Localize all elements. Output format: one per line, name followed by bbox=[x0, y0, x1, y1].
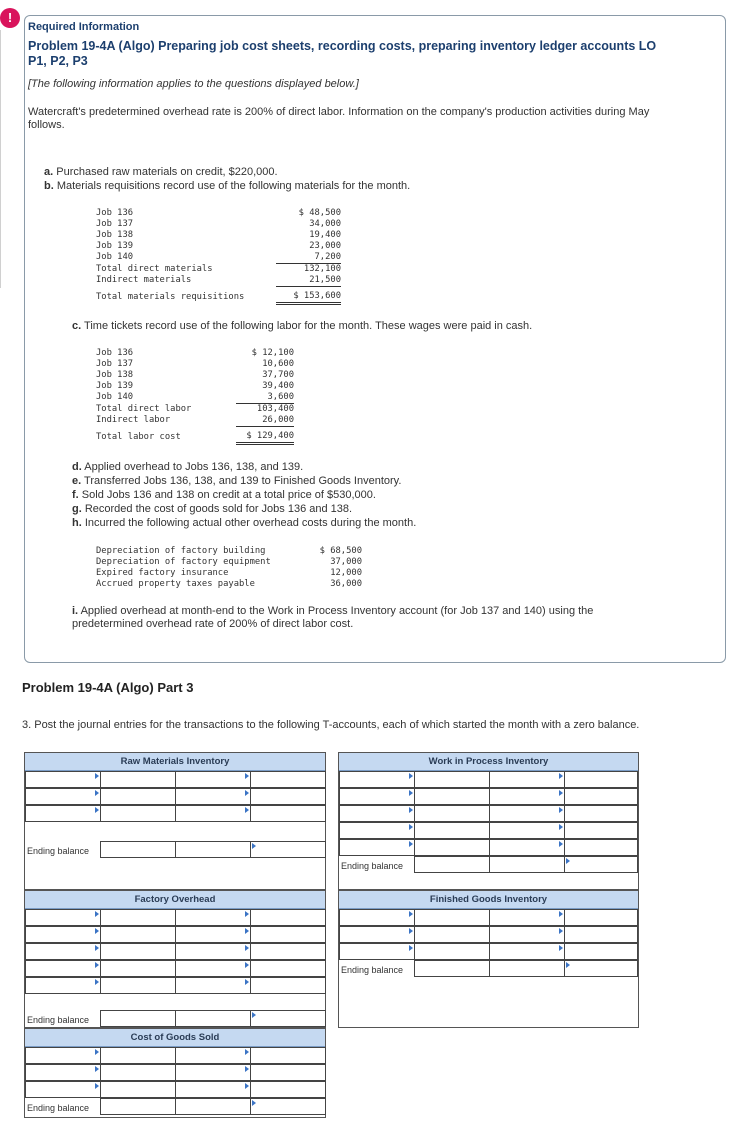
ending-balance-text: Ending balance bbox=[341, 861, 404, 871]
factory-overhead-t-account bbox=[24, 890, 326, 1028]
dropdown-arrow-icon bbox=[559, 807, 563, 813]
dropdown-arrow-icon bbox=[245, 1066, 249, 1072]
tacct-input[interactable] bbox=[25, 788, 101, 805]
ending-balance-input[interactable] bbox=[414, 960, 490, 977]
dropdown-arrow-icon bbox=[95, 1066, 99, 1072]
tacct-input[interactable] bbox=[25, 909, 101, 926]
dropdown-arrow-icon bbox=[245, 928, 249, 934]
tacct-input[interactable] bbox=[250, 788, 326, 805]
table-row: Job 136 $ 48,500 bbox=[96, 208, 341, 218]
tacct-input[interactable] bbox=[339, 771, 415, 788]
table-row bbox=[25, 960, 325, 977]
tacct-input[interactable] bbox=[100, 943, 176, 960]
dropdown-arrow-icon bbox=[409, 790, 413, 796]
tacct-input[interactable] bbox=[489, 943, 565, 960]
table-row bbox=[339, 926, 637, 943]
tacct-input[interactable] bbox=[489, 822, 565, 839]
tacct-input[interactable] bbox=[414, 805, 490, 822]
dropdown-arrow-icon bbox=[252, 1100, 256, 1106]
tacct-input[interactable] bbox=[339, 943, 415, 960]
item-a: a. Purchased raw materials on credit, $220,000. bbox=[44, 166, 278, 178]
tacct-input[interactable] bbox=[25, 771, 101, 788]
table-row: Job 139 39,400 bbox=[96, 381, 294, 391]
ending-balance-input[interactable] bbox=[489, 960, 565, 977]
tacct-input[interactable] bbox=[100, 771, 176, 788]
dropdown-arrow-icon bbox=[95, 945, 99, 951]
tacct-input[interactable] bbox=[489, 771, 565, 788]
table-row bbox=[25, 1064, 325, 1081]
tacct-input[interactable] bbox=[564, 839, 638, 856]
tacct-input[interactable] bbox=[25, 960, 101, 977]
tacct-input[interactable] bbox=[414, 822, 490, 839]
work-in-process-t-account-title: Work in Process Inventory bbox=[339, 753, 638, 771]
finished-goods-t-account bbox=[338, 890, 639, 1028]
table-row bbox=[25, 943, 325, 960]
ending-balance-input[interactable] bbox=[100, 1010, 176, 1027]
tacct-input[interactable] bbox=[564, 788, 638, 805]
tacct-input[interactable] bbox=[250, 771, 326, 788]
dropdown-arrow-icon bbox=[95, 928, 99, 934]
raw-materials-t-account-title: Raw Materials Inventory bbox=[25, 753, 325, 771]
table-row: Job 138 19,400 bbox=[96, 230, 341, 240]
tacct-input[interactable] bbox=[414, 771, 490, 788]
dropdown-arrow-icon bbox=[409, 841, 413, 847]
dropdown-arrow-icon bbox=[95, 1049, 99, 1055]
ending-balance-input[interactable] bbox=[250, 1098, 326, 1115]
tacct-input[interactable] bbox=[414, 909, 490, 926]
table-row bbox=[339, 839, 637, 856]
dropdown-arrow-icon bbox=[95, 807, 99, 813]
item-h: h. Incurred the following actual other overhead costs during the month. bbox=[72, 517, 417, 529]
dropdown-arrow-icon bbox=[245, 773, 249, 779]
ending-balance-input[interactable] bbox=[175, 1098, 251, 1115]
item-b: b. Materials requisitions record use of the following materials for the month. bbox=[44, 180, 411, 192]
tacct-input[interactable] bbox=[339, 805, 415, 822]
tacct-input[interactable] bbox=[250, 805, 326, 822]
cogs-t-account bbox=[24, 1028, 326, 1118]
table-row: Indirect labor 26,000 bbox=[96, 415, 294, 426]
table-row: Job 138 37,700 bbox=[96, 370, 294, 380]
ending-balance-input[interactable] bbox=[489, 856, 565, 873]
table-row: Job 140 7,200 bbox=[96, 252, 341, 263]
table-row bbox=[339, 788, 637, 805]
tacct-input[interactable] bbox=[250, 977, 326, 994]
ending-balance-input[interactable] bbox=[414, 856, 490, 873]
ending-balance-input[interactable] bbox=[100, 1098, 176, 1115]
item-d: d. Applied overhead to Jobs 136, 138, and 139. bbox=[72, 461, 304, 473]
required-info-heading: Required Information bbox=[28, 21, 140, 33]
tacct-input[interactable] bbox=[25, 926, 101, 943]
ending-balance-input[interactable] bbox=[175, 1010, 251, 1027]
dropdown-arrow-icon bbox=[566, 858, 570, 864]
table-row: Total labor cost $ 129,400 bbox=[96, 427, 294, 444]
tacct-input[interactable] bbox=[250, 960, 326, 977]
table-row bbox=[25, 909, 325, 926]
dropdown-arrow-icon bbox=[245, 807, 249, 813]
tacct-input[interactable] bbox=[339, 839, 415, 856]
dropdown-arrow-icon bbox=[409, 928, 413, 934]
dropdown-arrow-icon bbox=[409, 773, 413, 779]
tacct-input[interactable] bbox=[250, 1081, 326, 1098]
ending-balance-input[interactable] bbox=[250, 841, 326, 858]
tacct-input[interactable] bbox=[100, 1047, 176, 1064]
table-row: Total direct labor 103,400 bbox=[96, 403, 294, 414]
dropdown-arrow-icon bbox=[559, 824, 563, 830]
problem-description: Watercraft's predetermined overhead rate is 200% of direct labor. Information on the company's production activities during May follows. bbox=[28, 106, 650, 131]
table-row: Accrued property taxes payable 36,000 bbox=[96, 579, 362, 589]
tacct-input[interactable] bbox=[175, 1081, 251, 1098]
tacct-input[interactable] bbox=[100, 788, 176, 805]
table-row: Expired factory insurance 12,000 bbox=[96, 568, 362, 578]
table-row: Job 136 $ 12,100 bbox=[96, 348, 294, 358]
tacct-input[interactable] bbox=[25, 1081, 101, 1098]
materials-table bbox=[96, 208, 341, 305]
raw-materials-t-account bbox=[24, 752, 326, 890]
tacct-input[interactable] bbox=[414, 839, 490, 856]
tacct-input[interactable] bbox=[25, 943, 101, 960]
tacct-input[interactable] bbox=[414, 788, 490, 805]
tacct-input[interactable] bbox=[175, 771, 251, 788]
factory-overhead-t-account-title: Factory Overhead bbox=[25, 891, 325, 909]
tacct-input[interactable] bbox=[25, 977, 101, 994]
ending-balance-input[interactable] bbox=[250, 1010, 326, 1027]
table-row bbox=[25, 977, 325, 994]
problem-title: Problem 19-4A (Algo) Preparing job cost sheets, recording costs, preparing inventory ledger accounts LO P1, P2, P3 bbox=[28, 39, 657, 68]
tacct-input[interactable] bbox=[100, 909, 176, 926]
tacct-input[interactable] bbox=[489, 926, 565, 943]
ending-balance-row bbox=[25, 1010, 325, 1027]
tacct-input[interactable] bbox=[250, 943, 326, 960]
tacct-input[interactable] bbox=[564, 822, 638, 839]
ending-balance-label bbox=[25, 841, 101, 858]
table-row bbox=[339, 822, 637, 839]
tacct-input[interactable] bbox=[175, 943, 251, 960]
alert-icon: ! bbox=[0, 8, 20, 28]
tacct-input[interactable] bbox=[100, 926, 176, 943]
table-row bbox=[25, 771, 325, 788]
dropdown-arrow-icon bbox=[245, 1083, 249, 1089]
ending-balance-label bbox=[339, 960, 415, 977]
ending-balance-label bbox=[339, 856, 415, 873]
table-row bbox=[339, 771, 637, 788]
ending-balance-input[interactable] bbox=[564, 856, 638, 873]
cogs-t-account-title: Cost of Goods Sold bbox=[25, 1029, 325, 1047]
ending-balance-row bbox=[339, 960, 637, 977]
table-row: Depreciation of factory equipment 37,000 bbox=[96, 557, 362, 567]
tacct-input[interactable] bbox=[25, 1064, 101, 1081]
dropdown-arrow-icon bbox=[245, 979, 249, 985]
dropdown-arrow-icon bbox=[95, 962, 99, 968]
ending-balance-text: Ending balance bbox=[27, 846, 90, 856]
tacct-input[interactable] bbox=[100, 1081, 176, 1098]
table-row bbox=[339, 805, 637, 822]
tacct-input[interactable] bbox=[489, 788, 565, 805]
table-row bbox=[339, 943, 637, 960]
dropdown-arrow-icon bbox=[95, 911, 99, 917]
dropdown-arrow-icon bbox=[566, 962, 570, 968]
ending-balance-label bbox=[25, 1098, 101, 1115]
labor-table bbox=[96, 348, 294, 445]
tacct-input[interactable] bbox=[489, 839, 565, 856]
tacct-input[interactable] bbox=[175, 805, 251, 822]
tacct-input[interactable] bbox=[25, 1047, 101, 1064]
dropdown-arrow-icon bbox=[559, 945, 563, 951]
tacct-input[interactable] bbox=[564, 771, 638, 788]
table-row: Job 139 23,000 bbox=[96, 241, 341, 251]
tacct-input[interactable] bbox=[175, 788, 251, 805]
part-title: Problem 19-4A (Algo) Part 3 bbox=[22, 680, 194, 695]
tacct-input[interactable] bbox=[175, 977, 251, 994]
table-row bbox=[339, 909, 637, 926]
dropdown-arrow-icon bbox=[245, 790, 249, 796]
table-row: Total materials requisitions $ 153,600 bbox=[96, 287, 341, 304]
table-row bbox=[25, 1081, 325, 1098]
tacct-input[interactable] bbox=[175, 960, 251, 977]
tacct-input[interactable] bbox=[339, 909, 415, 926]
sidebar-divider bbox=[0, 30, 1, 288]
dropdown-arrow-icon bbox=[559, 911, 563, 917]
tacct-input[interactable] bbox=[250, 926, 326, 943]
tacct-input[interactable] bbox=[100, 960, 176, 977]
tacct-input[interactable] bbox=[414, 943, 490, 960]
ending-balance-input[interactable] bbox=[100, 841, 176, 858]
dropdown-arrow-icon bbox=[245, 1049, 249, 1055]
dropdown-arrow-icon bbox=[95, 1083, 99, 1089]
table-row: Job 137 34,000 bbox=[96, 219, 341, 229]
table-row bbox=[25, 926, 325, 943]
tacct-input[interactable] bbox=[250, 1047, 326, 1064]
dropdown-arrow-icon bbox=[95, 790, 99, 796]
instruction-text: 3. Post the journal entries for the transactions to the following T-accounts, each of which started the month with a zero balance. bbox=[22, 719, 640, 731]
dropdown-arrow-icon bbox=[559, 790, 563, 796]
dropdown-arrow-icon bbox=[559, 841, 563, 847]
dropdown-arrow-icon bbox=[559, 773, 563, 779]
tacct-input[interactable] bbox=[175, 909, 251, 926]
tacct-input[interactable] bbox=[339, 788, 415, 805]
tacct-input[interactable] bbox=[339, 926, 415, 943]
tacct-input[interactable] bbox=[100, 977, 176, 994]
dropdown-arrow-icon bbox=[95, 979, 99, 985]
tacct-input[interactable] bbox=[175, 1064, 251, 1081]
table-row bbox=[25, 788, 325, 805]
ending-balance-text: Ending balance bbox=[341, 965, 404, 975]
tacct-input[interactable] bbox=[414, 926, 490, 943]
dropdown-arrow-icon bbox=[409, 824, 413, 830]
tacct-input[interactable] bbox=[564, 943, 638, 960]
dropdown-arrow-icon bbox=[409, 807, 413, 813]
item-i: i. Applied overhead at month-end to the Work in Process Inventory account (for Job 137 and 140) using the predetermined overhead rate of 200% of direct labor cost. bbox=[72, 605, 594, 630]
dropdown-arrow-icon bbox=[409, 911, 413, 917]
tacct-input[interactable] bbox=[339, 822, 415, 839]
finished-goods-t-account-title: Finished Goods Inventory bbox=[339, 891, 638, 909]
table-row: Total direct materials 132,100 bbox=[96, 263, 341, 274]
tacct-input[interactable] bbox=[250, 909, 326, 926]
table-row bbox=[25, 805, 325, 822]
ending-balance-text: Ending balance bbox=[27, 1103, 90, 1113]
tacct-input[interactable] bbox=[564, 909, 638, 926]
ending-balance-text: Ending balance bbox=[27, 1015, 90, 1025]
tacct-input[interactable] bbox=[564, 926, 638, 943]
dropdown-arrow-icon bbox=[245, 962, 249, 968]
dropdown-arrow-icon bbox=[559, 928, 563, 934]
tacct-input[interactable] bbox=[100, 805, 176, 822]
tacct-input[interactable] bbox=[489, 805, 565, 822]
dropdown-arrow-icon bbox=[245, 945, 249, 951]
work-in-process-t-account bbox=[338, 752, 639, 890]
dropdown-arrow-icon bbox=[252, 1012, 256, 1018]
ending-balance-row bbox=[339, 856, 637, 873]
table-row: Job 140 3,600 bbox=[96, 392, 294, 403]
item-e: e. Transferred Jobs 136, 138, and 139 to Finished Goods Inventory. bbox=[72, 475, 402, 487]
dropdown-arrow-icon bbox=[245, 911, 249, 917]
item-f: f. Sold Jobs 136 and 138 on credit at a total price of $530,000. bbox=[72, 489, 376, 501]
table-row: Indirect materials 21,500 bbox=[96, 275, 341, 286]
item-c: c. Time tickets record use of the following labor for the month. These wages were paid in cash. bbox=[72, 320, 533, 332]
table-row: Job 137 10,600 bbox=[96, 359, 294, 369]
info-note: [The following information applies to the questions displayed below.] bbox=[28, 78, 359, 90]
tacct-input[interactable] bbox=[250, 1064, 326, 1081]
tacct-input[interactable] bbox=[175, 1047, 251, 1064]
ending-balance-row bbox=[25, 1098, 325, 1115]
ending-balance-input[interactable] bbox=[564, 960, 638, 977]
ending-balance-row bbox=[25, 841, 325, 858]
tacct-input[interactable] bbox=[100, 1064, 176, 1081]
dropdown-arrow-icon bbox=[409, 945, 413, 951]
tacct-input[interactable] bbox=[564, 805, 638, 822]
overhead-table bbox=[96, 546, 362, 590]
item-g: g. Recorded the cost of goods sold for Jobs 136 and 138. bbox=[72, 503, 353, 515]
ending-balance-label bbox=[25, 1010, 101, 1027]
table-row: Depreciation of factory building $ 68,500 bbox=[96, 546, 362, 556]
tacct-input[interactable] bbox=[25, 805, 101, 822]
dropdown-arrow-icon bbox=[252, 843, 256, 849]
ending-balance-input[interactable] bbox=[175, 841, 251, 858]
dropdown-arrow-icon bbox=[95, 773, 99, 779]
tacct-input[interactable] bbox=[489, 909, 565, 926]
table-row bbox=[25, 1047, 325, 1064]
tacct-input[interactable] bbox=[175, 926, 251, 943]
